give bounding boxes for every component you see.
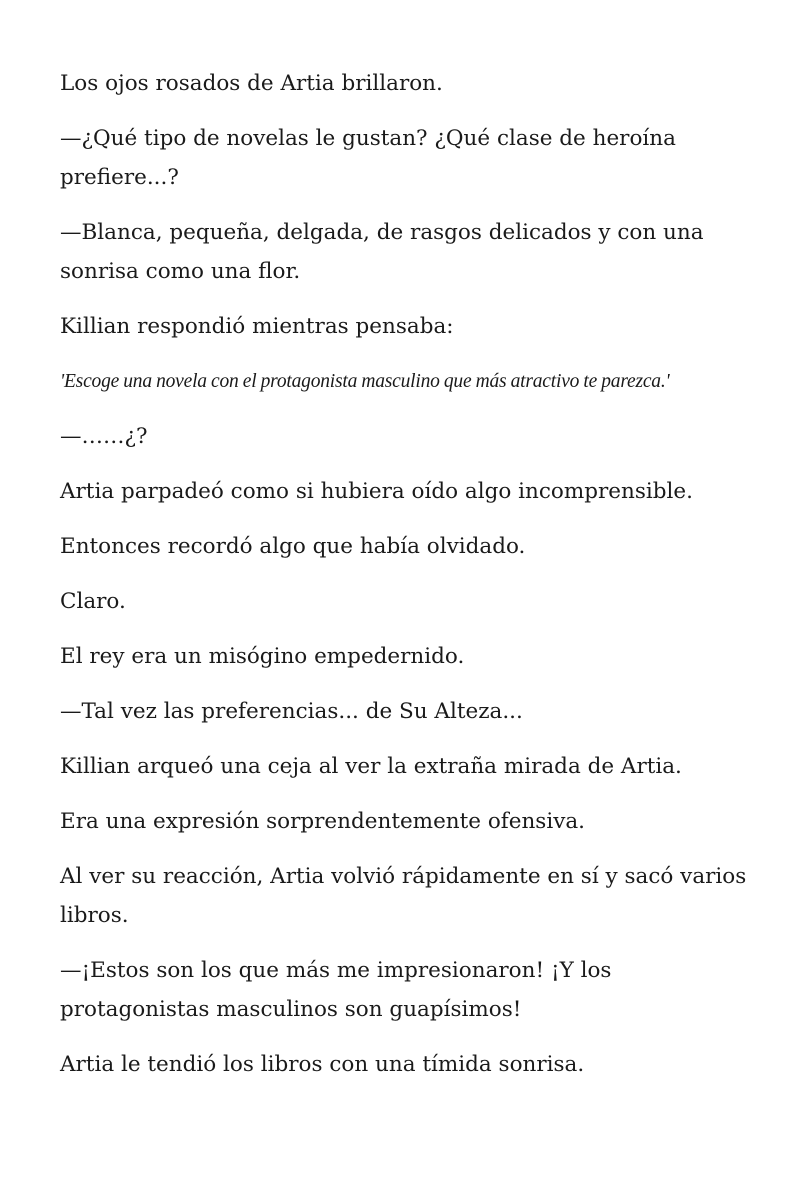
paragraph: —¡Estos son los que más me impresionaron! ¡Y los protagonistas masculinos son guapísimos!: [60, 958, 612, 1022]
paragraph: —Blanca, pequeña, delgada, de rasgos delicados y con una sonrisa como una flor.: [60, 220, 704, 284]
paragraph: Al ver su reacción, Artia volvió rápidamente en sí y sacó varios libros.: [60, 864, 747, 928]
paragraph: El rey era un misógino empedernido.: [60, 644, 465, 669]
paragraph: —Tal vez las preferencias... de Su Alteza...: [60, 699, 523, 724]
paragraph: —¿Qué tipo de novelas le gustan? ¿Qué clase de heroína prefiere...?: [60, 126, 676, 190]
paragraph: Artia le tendió los libros con una tímida sonrisa.: [60, 1052, 585, 1077]
paragraph: Artia parpadeó como si hubiera oído algo incomprensible.: [60, 479, 693, 504]
paragraph: Killian arqueó una ceja al ver la extraña mirada de Artia.: [60, 754, 682, 779]
document-body: [60, 64, 760, 1100]
paragraph: Claro.: [60, 589, 126, 614]
thought-paragraph: 'Escoge una novela con el protagonista masculino que más atractivo te parezca.': [60, 371, 670, 392]
paragraph: Los ojos rosados de Artia brillaron.: [60, 71, 443, 96]
paragraph: Killian respondió mientras pensaba:: [60, 314, 454, 339]
paragraph: Entonces recordó algo que había olvidado.: [60, 534, 526, 559]
paragraph: Era una expresión sorprendentemente ofensiva.: [60, 809, 586, 834]
paragraph: —……¿?: [60, 424, 148, 449]
